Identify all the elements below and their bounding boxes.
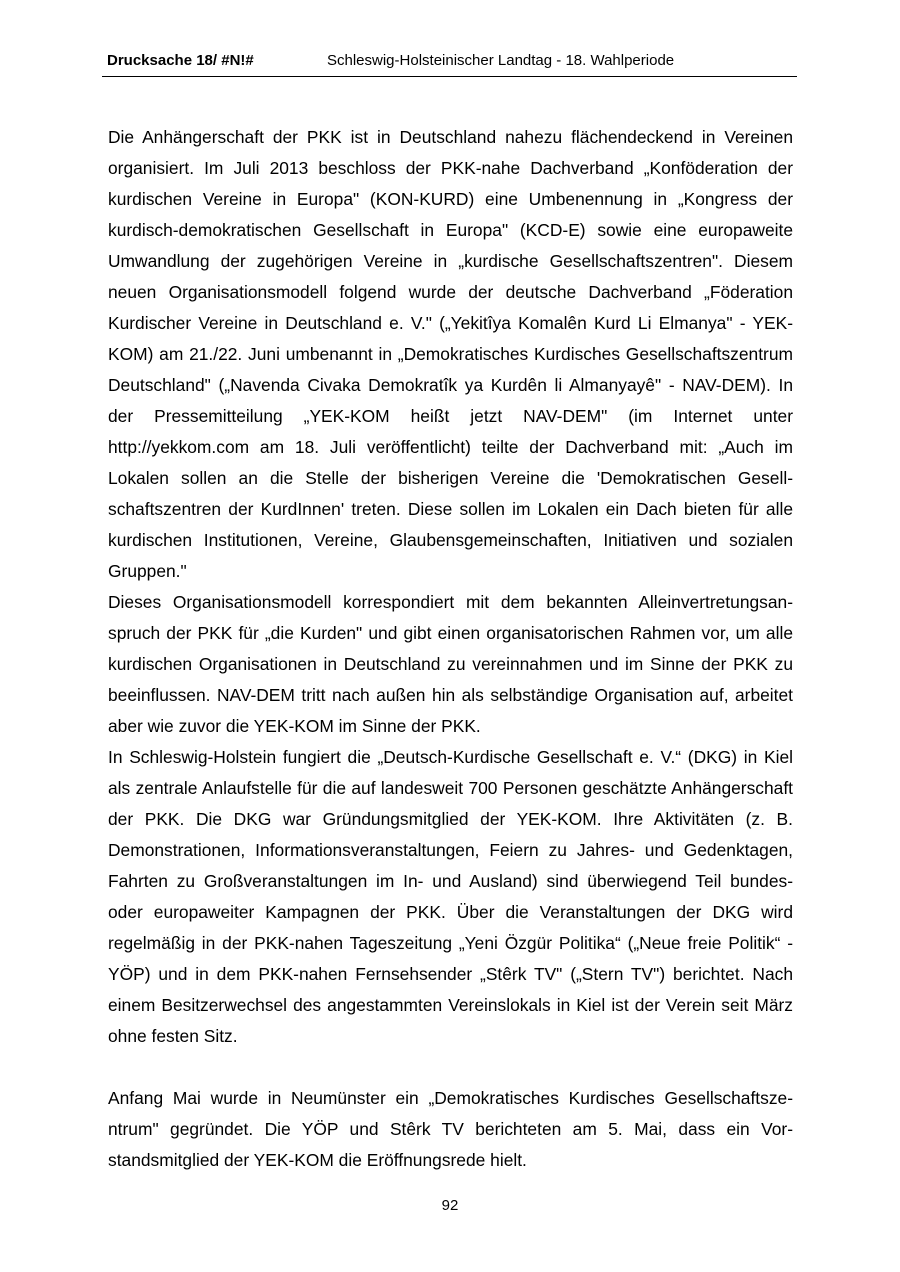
page-number: 92: [441, 1197, 459, 1214]
paragraph-organisation: Die Anhängerschaft der PKK ist in Deutschland nahezu flächendeckend in Vereinen organisiert. Im Juli 2013 beschloss der PKK-nahe Dachverband „Konföderation der kurdischen Vereine in Europa" (KON-KURD) eine Umbenennung in „Kongress der kurdisch-demokratischen Gesellschaft in Europa" (KCD-E) sowie eine europaweite Umwandlung der zugehörigen Vereine in „kurdische Gesellschaftszentren". Diesem neuen Organisationsmodell folgend wurde der deutsche Dachverband „Föderation Kurdischer Vereine in Deutschland e. V." („Yekitîya Komalên Kurd Li Elmanya" - YEK-KOM) am 21./22. Juni umbenannt in „Demokratisches Kurdisches Gesellschaftszentrum Deutschland" („Navenda Civaka Demokratîk ya Kurdên li Almanyayê" - NAV-DEM). In der Pressemitteilung „YEK-KOM heißt jetzt NAV-DEM" (im Internet unter http://yekkom.com am 18. Juli veröffentlicht) teilte der Dachverband mit: „Auch im Lokalen sollen an die Stelle der bisherigen Vereine die 'Demokratischen Gesellschaftszentren der KurdInnen' treten. Diese sollen im Lokalen ein Dach bieten für alle kurdischen Institutionen, Vereine, Glaubensgemeinschaften, Initiativen und sozialen Gruppen.": [108, 127, 793, 581]
header-title: Schleswig-Holsteinischer Landtag - 18. Wahlperiode: [327, 52, 675, 69]
body-text: [108, 122, 793, 1176]
paragraph-schleswig-holstein: In Schleswig-Holstein fungiert die „Deutsch-Kurdische Gesellschaft e. V.“ (DKG) in Kiel als zentrale Anlaufstelle für die auf landesweit 700 Personen geschätzte Anhängerschaft der PKK. Die DKG war Gründungsmitglied der YEK-KOM. Ihre Aktivitäten (z. B. Demonstrationen, Informationsveranstaltungen, Feiern zu Jahres- und Gedenktagen, Fahrten zu Großveranstaltungen im In- und Ausland) sind überwiegend Teil bundes- oder europaweiter Kampagnen der PKK. Über die Veranstaltungen der DKG wird regelmäßig in der PKK-nahen Tageszeitung „Yeni Özgür Politika“ („Neue freie Politik“ - YÖP) und in dem PKK-nahen Fernsehsender „Stêrk TV" („Stern TV") berichtet. Nach einem Besitzerwechsel des angestammten Vereinslokals in Kiel ist der Verein seit März ohne festen Sitz.: [108, 747, 793, 1046]
page-header: [102, 50, 797, 77]
document-number: Drucksache 18/ #N!#: [107, 52, 254, 69]
paragraph-neumuenster: Anfang Mai wurde in Neumünster ein „Demokratisches Kurdisches Gesellschaftszentrum" gegründet. Die YÖP und Stêrk TV berichteten am 5. Mai, dass ein Vorstandsmitglied der YEK-KOM die Eröffnungsrede hielt.: [108, 1088, 793, 1170]
paragraph-organisationsmodell: Dieses Organisationsmodell korrespondiert mit dem bekannten Alleinvertretungsanspruch der PKK für „die Kurden" und gibt einen organisatorischen Rahmen vor, um alle kurdischen Organisationen in Deutschland zu vereinnahmen und im Sinne der PKK zu beeinflussen. NAV-DEM tritt nach außen hin als selbständige Organisation auf, arbeitet aber wie zuvor die YEK-KOM im Sinne der PKK.: [108, 592, 793, 736]
